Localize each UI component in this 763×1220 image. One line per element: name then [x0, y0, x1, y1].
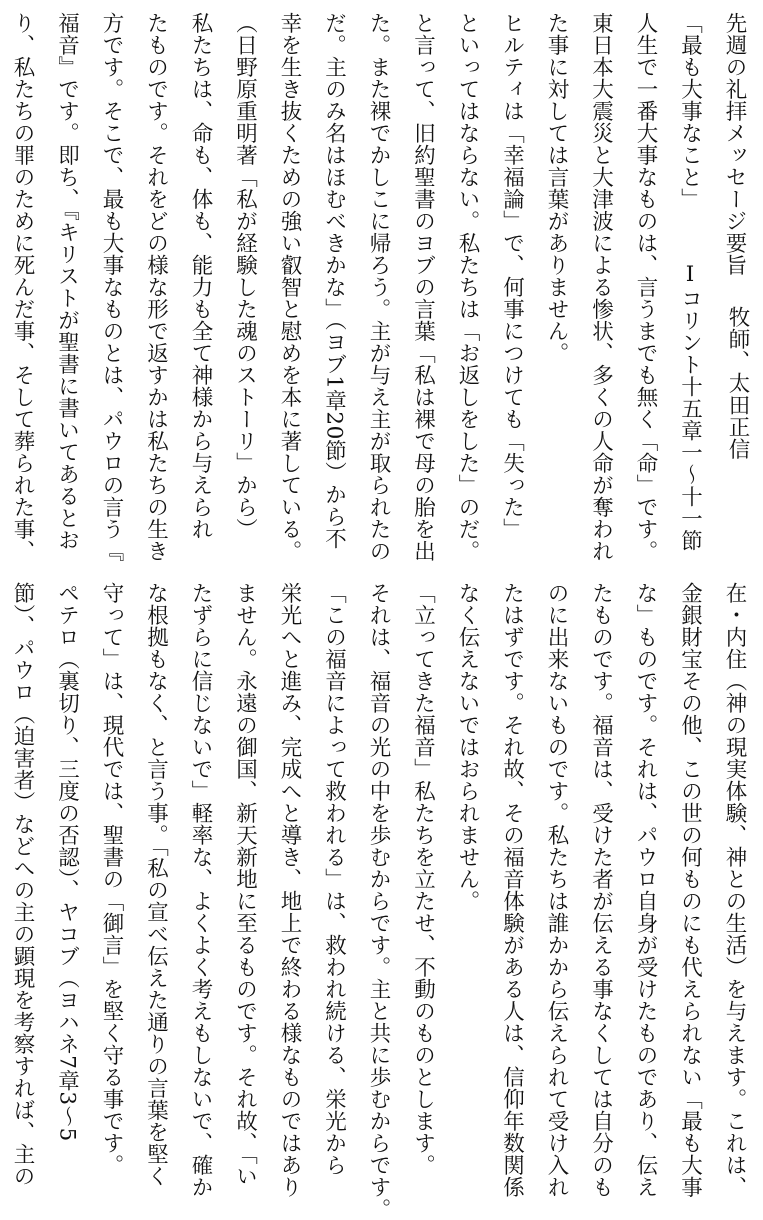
lower-line: ペテロ（裏切り、三度の否認）、ヤコブ（ヨハネ7章3～5 — [54, 582, 80, 1142]
lower-line: ません。永遠の御国、新天新地に至るものです。それ故、「い — [232, 582, 258, 1188]
lower-text-block — [10, 582, 756, 1220]
lower-line: 守って」は、現代では、聖書の「御言」を堅く守る事です。 — [99, 582, 124, 1176]
lower-line: それは、福音の光の中を歩むからです。主と共に歩むからです。 — [366, 582, 391, 1220]
upper-line: 方です。そこで、最も大事なものとは、パウロの言う『 — [99, 12, 124, 562]
lower-line: 栄光へと進み、完成へと導き、地上で終わる様なものではあり — [277, 582, 302, 1198]
sermon-title-text: 「最も大事なこと」 — [677, 12, 703, 210]
lower-line: な」ものです。それは、パウロ自身が受けたものであり、伝え — [633, 582, 658, 1198]
upper-line: り、私たちの罪のために死んだ事、そして葬られた事、 — [10, 12, 35, 562]
lower-line: なく伝えないではおられません。 — [455, 582, 480, 912]
lower-line: たものです。福音は、受けた者が伝える事なくしては自分のも — [588, 582, 614, 1198]
upper-line: 私たちは、命も、体も、能力も全て神様から与えられ — [188, 12, 213, 540]
upper-line: 人生で一番大事なものは、言うまでも無く「命」です。 — [633, 12, 658, 562]
section-title: 先週の礼拝メッセージ要旨 — [722, 12, 747, 276]
lower-line: な根拠もなく、と言う事。「私の宣べ伝えた通りの言葉を堅く — [143, 582, 169, 1188]
pastor-name: 牧師、太田正信 — [725, 306, 750, 460]
upper-text-block — [10, 12, 756, 562]
upper-line: 東日本大震災と大津波による惨状、多くの人命が奪われ — [588, 12, 614, 562]
lower-line: 「この福音によって救われる」は、救われ続ける、栄光から — [321, 582, 347, 1176]
lower-line: のに出来ないものです。私たちは誰かから伝えられて受け入れ — [544, 582, 569, 1198]
upper-line: といってはならない。私たちは「お返しをした」のだ。 — [455, 12, 480, 562]
scripture-reference: Ⅰコリント十五章一～十一節 — [677, 262, 703, 552]
lower-line: 節）、パウロ（迫害者）などへの主の顕現を考察すれば、主の — [10, 582, 35, 1188]
upper-line: 福音』です。即ち、『キリストが聖書に書いてあるとお — [54, 12, 80, 552]
upper-line: （日野原重明著「私が経験した魂のストーリ」から） — [232, 12, 258, 540]
lower-line: 「立ってきた福音」私たちを立たせ、不動のものとします。 — [410, 582, 436, 1176]
upper-line: と言って、旧約聖書のヨブの言葉「私は裸で母の胎を出 — [410, 12, 436, 562]
upper-line: たものです。それをどの様な形で返すかは私たちの生き — [143, 12, 169, 562]
upper-line: だ。主のみ名はほむべきかな」（ヨブ1章20節）から不 — [321, 12, 347, 550]
lower-line: たずらに信じないで」軽率な、よくよく考えもしないで、確か — [188, 582, 213, 1198]
lower-line: 在・内住（神の現実体験、神との生活）を与えます。これは、 — [722, 582, 747, 1198]
upper-line: 幸を生き抜くための強い叡智と慰めを本に著している。 — [277, 12, 302, 562]
lower-line: 金銀財宝その他、この世の何ものにも代えられない「最も大事 — [677, 582, 703, 1198]
upper-line: た。また裸でかしこに帰ろう。主が与え主が取られたの — [366, 12, 391, 562]
upper-line: ヒルティは「幸福論」で、何事につけても「失った」 — [499, 12, 525, 540]
sermon-title — [667, 12, 712, 557]
upper-line: た事に対しては言葉がありません。 — [544, 12, 569, 364]
lower-line: たはずです。それ故、その福音体験がある人は、信仰年数関係 — [499, 582, 525, 1198]
